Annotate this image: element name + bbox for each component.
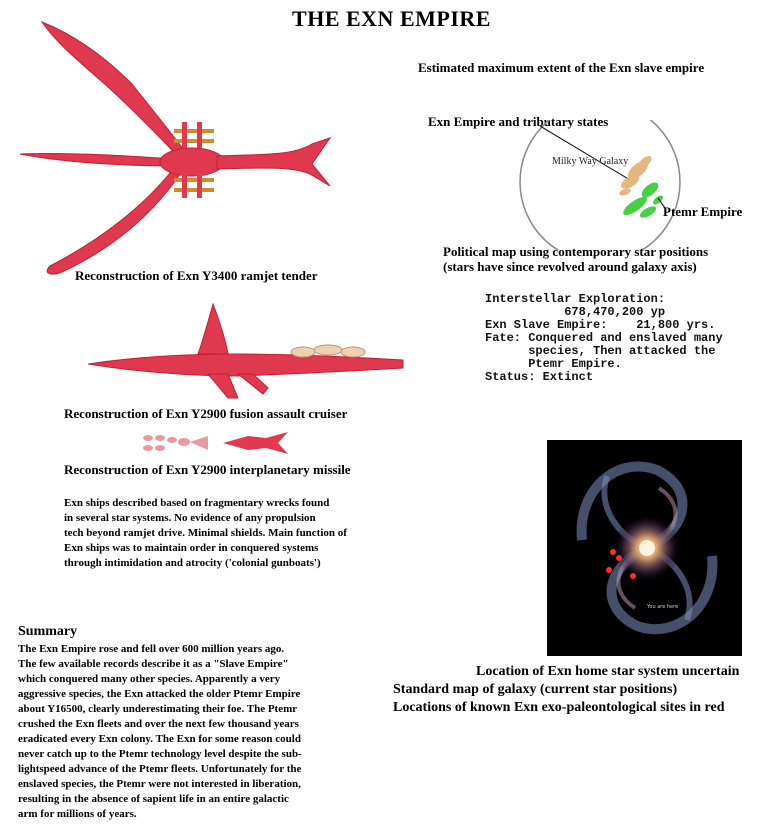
summary-line: crushed the Exn fleets and over the next few thousand years xyxy=(18,718,299,730)
summary-text xyxy=(18,642,388,822)
summary-line: never catch up to the Ptemr technology level despite the sub- xyxy=(18,748,302,760)
missile-illustration xyxy=(138,428,298,458)
missile-caption: Reconstruction of Exn Y2900 interplanetary missile xyxy=(64,462,351,477)
map-caption-line1: Political map using contemporary star positions xyxy=(443,244,709,259)
summary-line: aggressive species, the Exn attacked the older Ptemr Empire xyxy=(18,688,301,700)
summary-line: resulting in the absence of sapient life in an entire galactic xyxy=(18,793,289,805)
page-title: THE EXN EMPIRE xyxy=(292,6,491,31)
ramjet-tender-illustration xyxy=(12,14,342,276)
galaxy-caption-line1: Location of Exn home star system uncertain xyxy=(476,664,740,679)
summary-line: The Exn Empire rose and fell over 600 million years ago. xyxy=(18,643,285,655)
record-line: Status: Extinct xyxy=(485,370,594,384)
description-line: in several star systems. No evidence of any propulsion xyxy=(64,512,316,524)
description-line: Exn ships was to maintain order in conquered systems xyxy=(64,542,319,554)
summary-line: arm for millions of years. xyxy=(18,808,137,820)
assault-cruiser-illustration xyxy=(88,302,408,400)
summary-heading: Summary xyxy=(18,624,78,639)
galaxy-center-label: You are here xyxy=(647,604,679,610)
record-line: Fate: Conquered and enslaved many xyxy=(485,331,723,345)
summary-line: about Y16500, clearly underestimating their foe. The Ptemr xyxy=(18,703,298,715)
description-line: Exn ships described based on fragmentary wrecks found xyxy=(64,497,330,509)
record-line: Ptemr Empire. xyxy=(485,357,622,371)
galaxy-caption-line2: Standard map of galaxy (current star positions) xyxy=(393,682,678,697)
ship-description xyxy=(64,496,404,571)
galaxy-caption-line3: Locations of known Exn exo-paleontological sites in red xyxy=(393,700,725,715)
description-line: tech beyond ramjet drive. Minimal shields. Main function of xyxy=(64,527,347,539)
ramjet-tender-caption: Reconstruction of Exn Y3400 ramjet tender xyxy=(75,268,318,283)
summary-line: eradicated every Exn colony. The Exn for some reason could xyxy=(18,733,301,745)
exn-region-label: Exn Empire and tributary states xyxy=(428,114,609,129)
ptemr-region-label: Ptemr Empire xyxy=(663,204,743,219)
description-line: through intimidation and atrocity ('colonial gunboats') xyxy=(64,557,321,569)
record-line: Exn Slave Empire: 21,800 yrs. xyxy=(485,318,716,332)
record-line: Interstellar Exploration: xyxy=(485,292,666,306)
summary-line: enslaved species, the Ptemr were not interested in liberation, xyxy=(18,778,301,790)
summary-line: which conquered many other species. Apparently a very xyxy=(18,673,281,685)
record-line: 678,470,200 yp xyxy=(485,305,666,319)
summary-line: The few available records describe it as a "Slave Empire" xyxy=(18,658,289,670)
summary-line: lightspeed advance of the Ptemr fleets. Unfortunately for the xyxy=(18,763,302,775)
galaxy-image xyxy=(547,440,742,656)
political-map xyxy=(510,120,690,250)
exploration-record xyxy=(485,280,723,397)
milky-way-label: Milky Way Galaxy xyxy=(552,156,629,167)
map-caption-line2: (stars have since revolved around galaxy axis) xyxy=(443,259,697,274)
map-heading: Estimated maximum extent of the Exn slave empire xyxy=(418,60,705,75)
record-line: species, Then attacked the xyxy=(485,344,716,358)
assault-cruiser-caption: Reconstruction of Exn Y2900 fusion assault cruiser xyxy=(64,406,348,421)
